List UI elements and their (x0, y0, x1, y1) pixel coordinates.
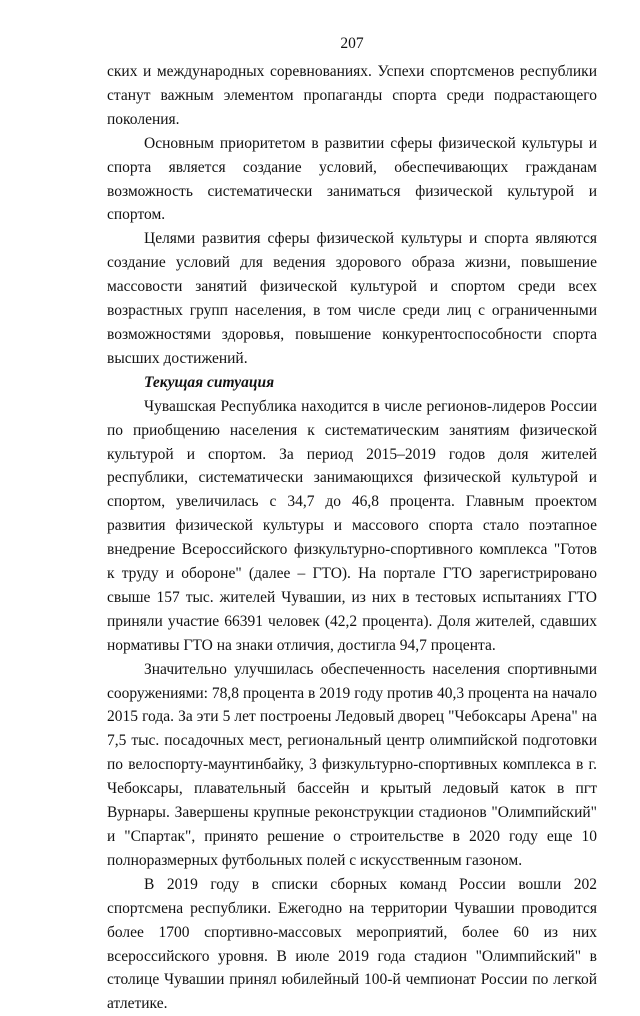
document-page (107, 34, 597, 1016)
paragraph-sports-facilities: Значительно улучшилась обеспеченность населения спортивными сооружениями: 78,8 процента в 2019 году против 40,3 процента на начало 2015 года. За эти 5 лет построены Ледовый дворец "Чебоксары Арена" на 7,5 тыс. посадочных мест, региональный центр олимпийской подготовки по велоспорту-маунтинбайку, 3 физкультурно-спортивных комплекса в г. Чебоксары, плавательный бассейн и крытый ледовый каток в пгт Вурнары. Завершены крупные реконструкции стадионов "Олимпийский" и "Спартак", принято решение о строительстве в 2020 году еще 10 полноразмерных футбольных полей с искусственным газоном. (107, 660, 597, 869)
section-heading: Текущая ситуация (144, 373, 275, 391)
paragraph-continuation: ских и международных соревнованиях. Успехи спортсменов республики станут важным элементом пропаганды спорта среди подрастающего поколения. (107, 63, 597, 128)
paragraph-current-situation: Чувашская Республика находится в числе регионов-лидеров России по приобщению населения к систематическим занятиям физической культурой и спортом. За период 2015–2019 годов доля жителей республики, систематически занимающихся физической культурой и спортом, увеличилась с 34,7 до 46,8 процента. Главным проектом развития физической культуры и массового спорта стало поэтапное внедрение Всероссийского физкультурно-спортивного комплекса "Готов к труду и обороне" (далее – ГТО). На портале ГТО зарегистрировано свыше 157 тыс. жителей Чувашии, из них в тестовых испытаниях ГТО приняли участие 66391 человек (42,2 процента). Доля жителей, сдавших нормативы ГТО на знаки отличия, достигла 94,7 процента. (107, 397, 597, 654)
page-number: 207 (340, 35, 364, 52)
paragraph-priority: Основным приоритетом в развитии сферы физической культуры и спорта является создание условий, обеспечивающих гражданам возможность систематически заниматься физической культурой и спортом. (107, 134, 597, 224)
paragraph-national-teams: В 2019 году в списки сборных команд России вошли 202 спортсмена республики. Ежегодно на территории Чувашии проводится более 1700 спортивно-массовых мероприятий, более 60 из них всероссийского уровня. В июле 2019 года стадион "Олимпийский" в столице Чувашии принял юбилейный 100-й чемпионат России по легкой атлетике. (107, 875, 597, 1013)
paragraph-goals: Целями развития сферы физической культуры и спорта являются создание условий для ведения здорового образа жизни, повышение массовости занятий физической культурой и спортом среди всех возрастных групп населения, в том числе среди лиц с ограниченными возможностями здоровья, повышение конкурентоспособности спорта высших достижений. (107, 230, 597, 367)
